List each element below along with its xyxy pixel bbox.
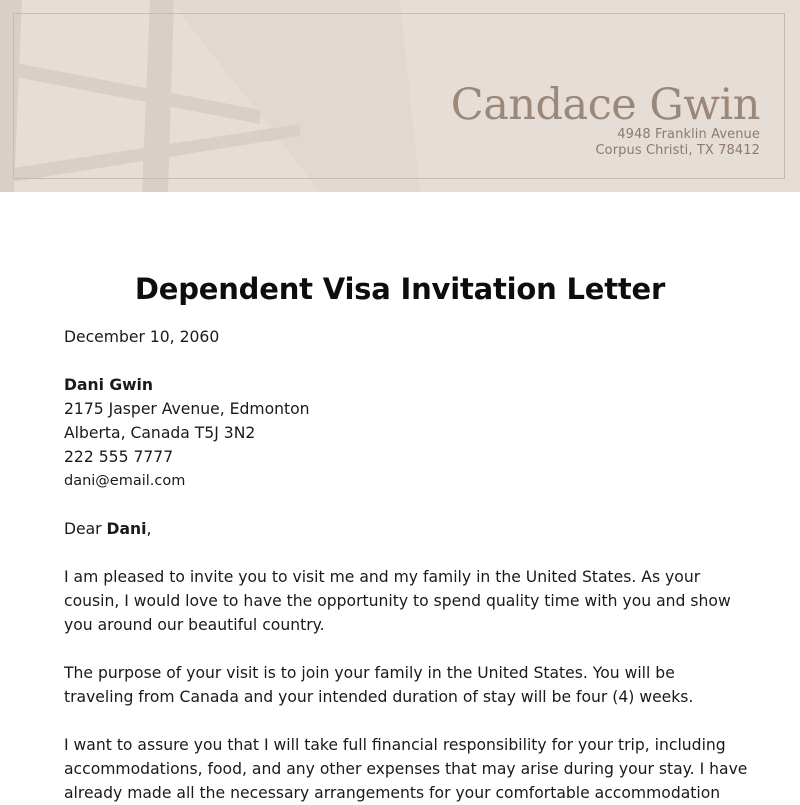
salutation-prefix: Dear xyxy=(64,520,107,538)
document-title: Dependent Visa Invitation Letter xyxy=(134,272,666,306)
sender-address-line1: 4948 Franklin Avenue xyxy=(617,127,760,142)
salutation-suffix: , xyxy=(146,520,152,538)
salutation-name: Dani xyxy=(106,520,147,538)
paragraph-line: accommodations, food, and any other expenses that may arise during your stay. I have xyxy=(64,760,748,778)
recipient-email: dani@email.com xyxy=(64,473,186,489)
paragraph xyxy=(64,661,744,709)
paragraph-line: I want to assure you that I will take full financial responsibility for your trip, including xyxy=(64,736,726,754)
letterhead xyxy=(0,0,800,192)
salutation xyxy=(64,517,744,541)
paragraph xyxy=(64,565,744,637)
letter-date: December 10, 2060 xyxy=(64,328,220,346)
paragraph-line: you around our beautiful country. xyxy=(64,616,325,634)
paragraph-line: I am pleased to invite you to visit me and my family in the United States. As your xyxy=(64,568,701,586)
recipient-phone: 222 555 7777 xyxy=(64,448,174,466)
recipient-name: Dani Gwin xyxy=(64,376,153,394)
letter-body xyxy=(64,325,748,805)
paragraph-line: The purpose of your visit is to join your family in the United States. You will be xyxy=(64,664,675,682)
recipient-address-line1: 2175 Jasper Avenue, Edmonton xyxy=(64,400,310,418)
paragraph-line: traveling from Canada and your intended duration of stay will be four (4) weeks. xyxy=(64,688,694,706)
paragraph-line: already made all the necessary arrangements for your comfortable accommodation xyxy=(64,784,721,802)
paragraph-line: cousin, I would love to have the opportunity to spend quality time with you and show xyxy=(64,592,731,610)
paragraph xyxy=(64,733,748,805)
recipient-address-line2: Alberta, Canada T5J 3N2 xyxy=(64,424,256,442)
sender-name: Candace Gwin xyxy=(450,80,760,130)
sender-address-line2: Corpus Christi, TX 78412 xyxy=(595,143,760,158)
